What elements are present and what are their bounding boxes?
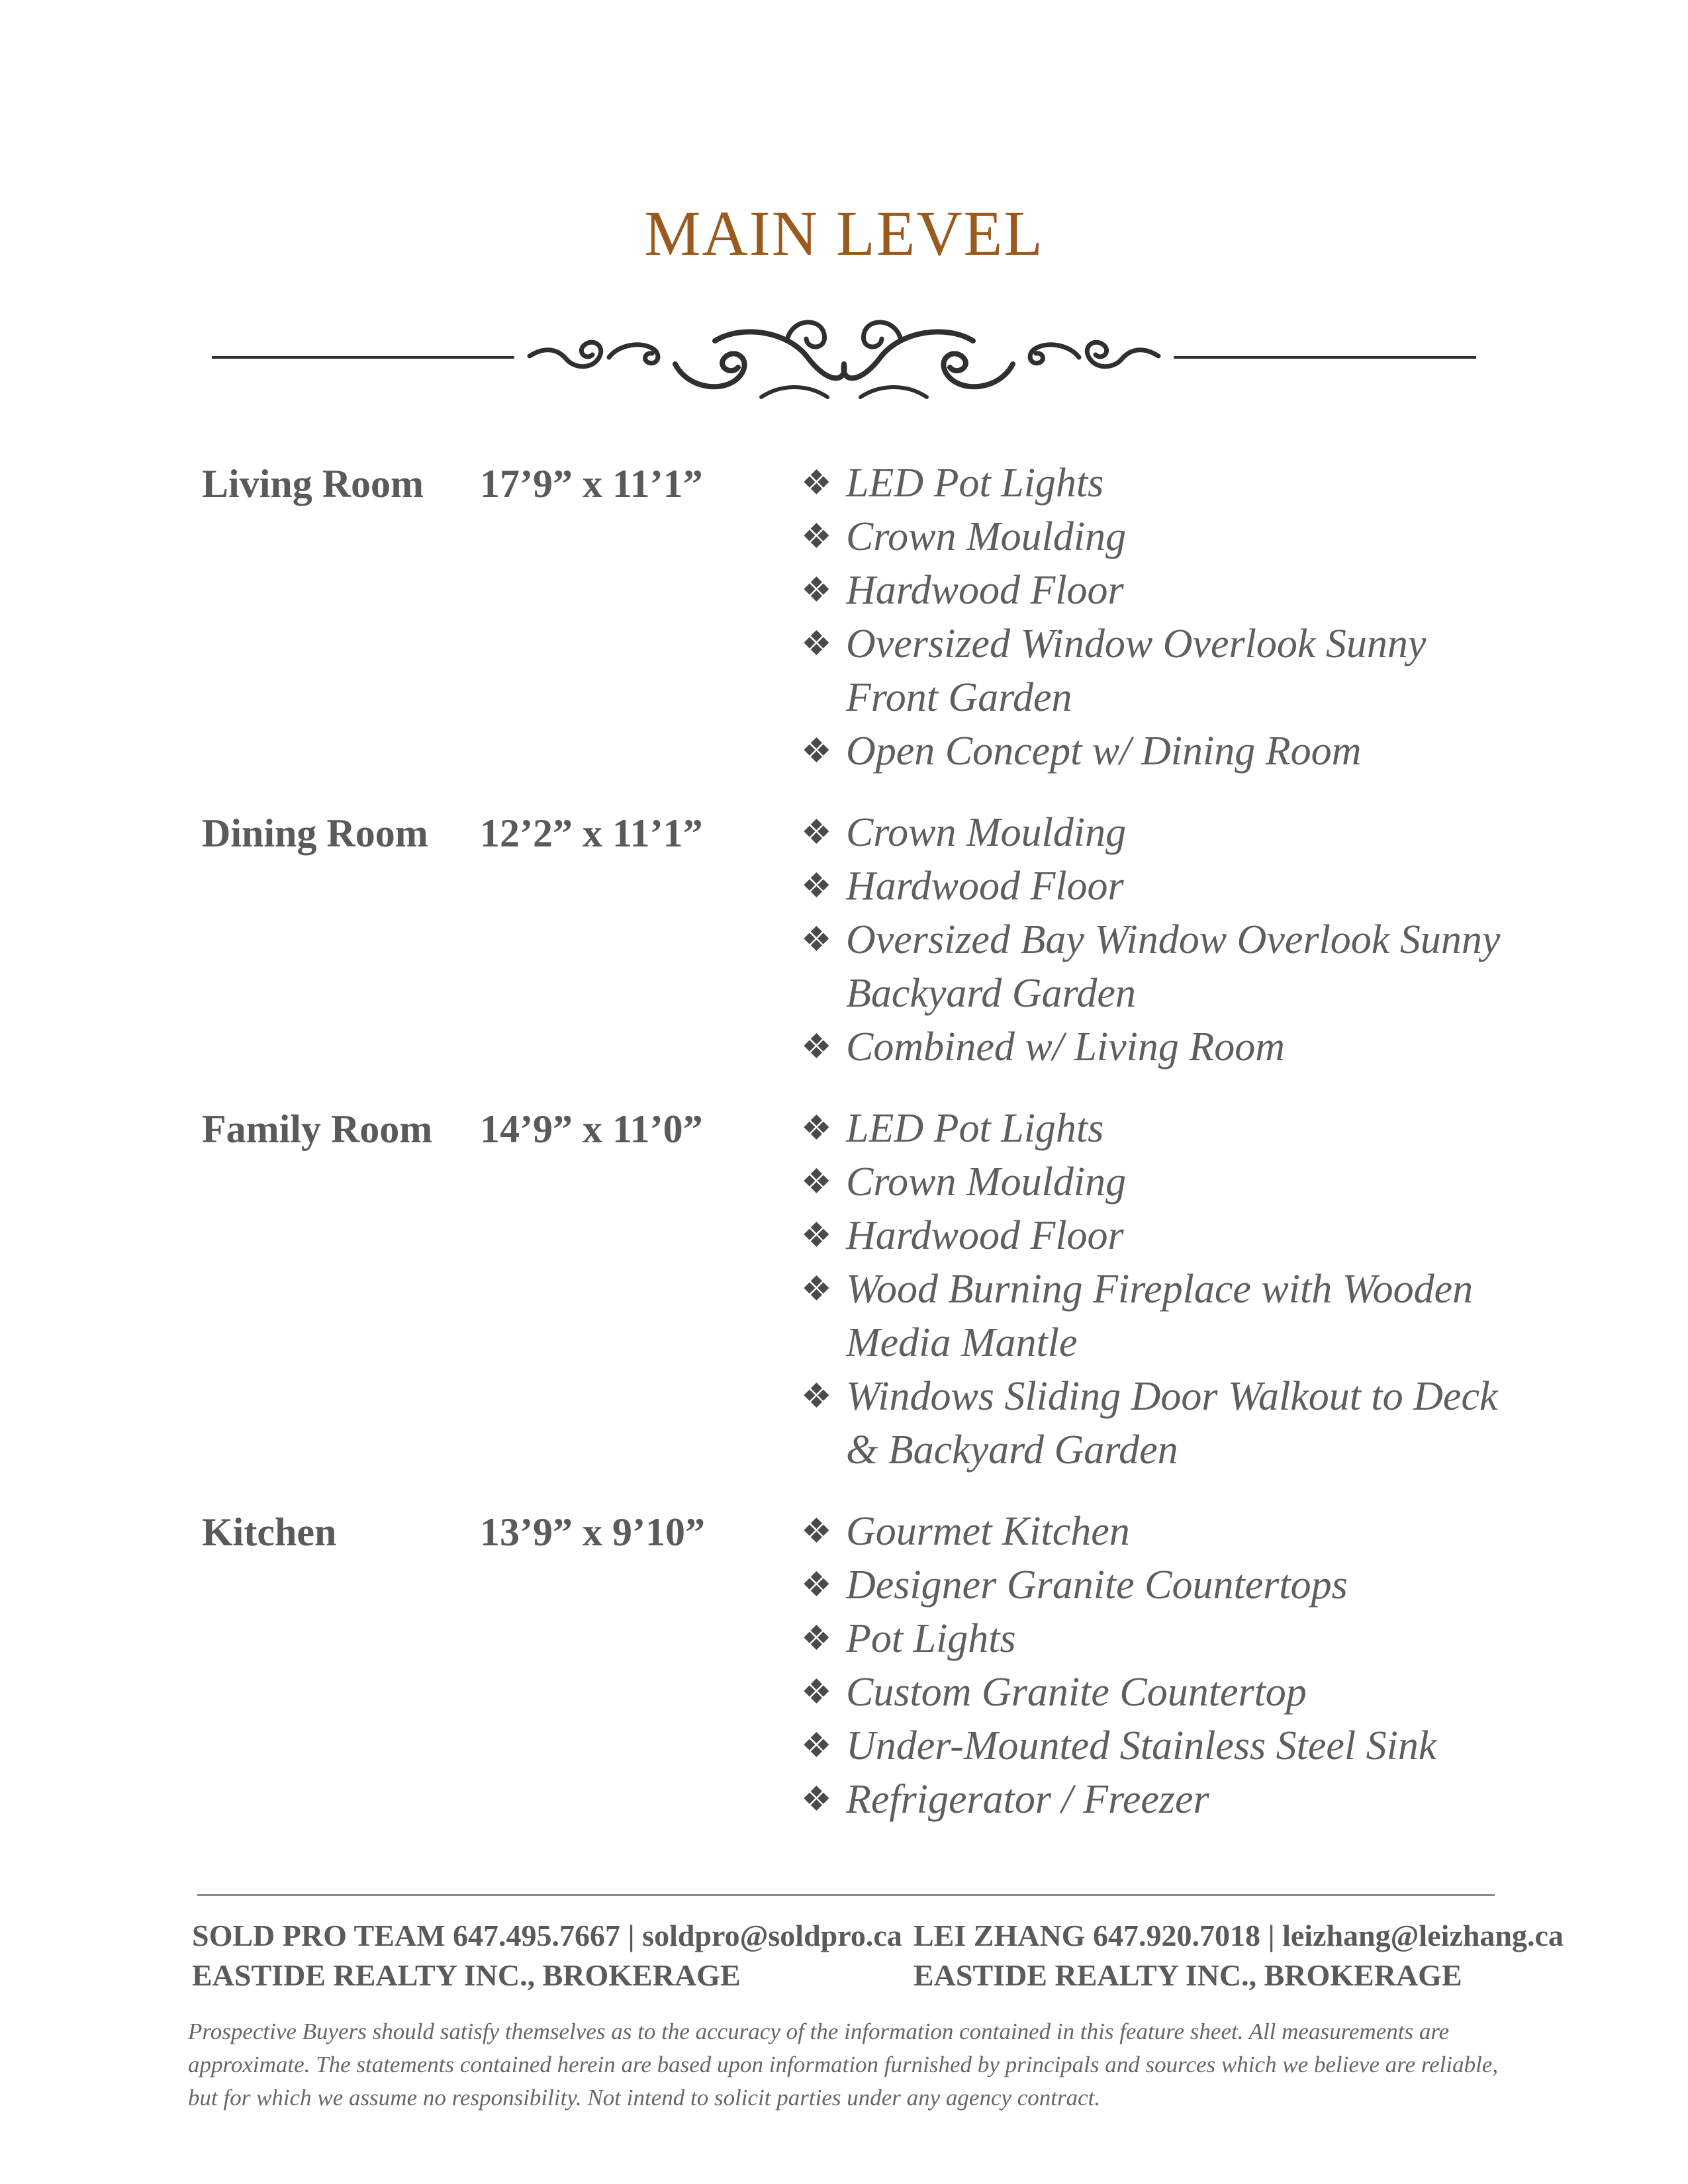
feature-text: Custom Granite Countertop	[846, 1670, 1307, 1715]
diamond-bullet-icon: ❖	[801, 1674, 832, 1711]
disclaimer-text: Prospective Buyers should satisfy themselves as to the accuracy of the information contained in this feature sheet. All measurements are approximate. The statements contained herein are based upon information furnished by principals and sources which we believe are reliable, but for which we assume no responsibility. Not intend to solicit parties under any agency contract.	[188, 2019, 1499, 2111]
feature-item	[801, 860, 1503, 913]
footer-divider	[197, 1894, 1495, 1896]
room-dining-room	[202, 806, 1526, 1074]
feature-item	[801, 617, 1503, 725]
room-name: Family Room	[202, 1107, 433, 1151]
diamond-bullet-icon: ❖	[801, 572, 832, 610]
diamond-bullet-icon: ❖	[801, 1217, 832, 1255]
feature-text: Refrigerator / Freezer	[846, 1777, 1209, 1822]
diamond-bullet-icon: ❖	[801, 1378, 832, 1416]
diamond-bullet-icon: ❖	[801, 1110, 832, 1148]
feature-item	[801, 1505, 1503, 1559]
feature-text: Hardwood Floor	[846, 864, 1124, 909]
feature-text: Crown Moulding	[846, 810, 1127, 855]
room-family-room	[202, 1102, 1526, 1477]
diamond-bullet-icon: ❖	[801, 868, 832, 905]
feature-item	[801, 1209, 1503, 1263]
feature-item	[801, 806, 1503, 860]
feature-item	[801, 510, 1503, 564]
feature-item	[801, 1719, 1503, 1773]
feature-item	[801, 1666, 1503, 1719]
feature-text: Wood Burning Fireplace with Wooden Media Mantle	[846, 1267, 1474, 1365]
page-title: MAIN LEVEL	[644, 198, 1044, 269]
feature-text: Designer Granite Countertops	[846, 1563, 1348, 1608]
brokerage-line: EASTIDE REALTY INC., BROKERAGE	[192, 1958, 741, 1992]
room-list	[202, 457, 1526, 1854]
diamond-bullet-icon: ❖	[801, 733, 832, 770]
room-kitchen	[202, 1505, 1526, 1827]
feature-item	[801, 564, 1503, 617]
diamond-bullet-icon: ❖	[801, 1271, 832, 1308]
feature-item	[801, 1773, 1503, 1827]
feature-text: Hardwood Floor	[846, 1213, 1124, 1258]
feature-text: LED Pot Lights	[846, 461, 1104, 506]
room-dimensions: 17’9” x 11’1”	[480, 462, 703, 506]
feature-item	[801, 1102, 1503, 1156]
feature-item	[801, 913, 1503, 1021]
feature-list	[801, 1505, 1503, 1827]
contact-lei-zhang	[914, 1916, 1564, 1995]
feature-text: Hardwood Floor	[846, 568, 1124, 613]
room-name: Dining Room	[202, 811, 428, 855]
feature-text: Crown Moulding	[846, 514, 1127, 559]
room-name: Kitchen	[202, 1510, 337, 1554]
feature-item	[801, 725, 1503, 778]
diamond-bullet-icon: ❖	[801, 1163, 832, 1201]
diamond-bullet-icon: ❖	[801, 814, 832, 852]
contact-sold-pro-team	[192, 1916, 902, 1995]
diamond-bullet-icon: ❖	[801, 921, 832, 959]
feature-item	[801, 1612, 1503, 1666]
feature-text: Under-Mounted Stainless Steel Sink	[846, 1723, 1437, 1768]
feature-text: Oversized Bay Window Overlook Sunny Backyard Garden	[846, 917, 1501, 1016]
feature-list	[801, 806, 1503, 1074]
diamond-bullet-icon: ❖	[801, 1781, 832, 1819]
contact-line: SOLD PRO TEAM 647.495.7667 | soldpro@soldpro.ca	[192, 1919, 902, 1952]
diamond-bullet-icon: ❖	[801, 518, 832, 556]
room-dimensions: 12’2” x 11’1”	[480, 811, 703, 855]
diamond-bullet-icon: ❖	[801, 1727, 832, 1765]
room-name: Living Room	[202, 462, 424, 506]
diamond-bullet-icon: ❖	[801, 465, 832, 502]
diamond-bullet-icon: ❖	[801, 1028, 832, 1066]
brokerage-line: EASTIDE REALTY INC., BROKERAGE	[914, 1958, 1462, 1992]
feature-item	[801, 1156, 1503, 1209]
diamond-bullet-icon: ❖	[801, 1513, 832, 1551]
feature-item	[801, 1559, 1503, 1612]
diamond-bullet-icon: ❖	[801, 1620, 832, 1658]
feature-text: Oversized Window Overlook Sunny Front Garden	[846, 621, 1427, 720]
feature-text: Open Concept w/ Dining Room	[846, 729, 1362, 774]
feature-item	[801, 1021, 1503, 1074]
diamond-bullet-icon: ❖	[801, 1567, 832, 1604]
feature-text: Crown Moulding	[846, 1160, 1127, 1205]
feature-text: Combined w/ Living Room	[846, 1024, 1286, 1069]
feature-item	[801, 457, 1503, 510]
feature-item	[801, 1263, 1503, 1370]
feature-text: LED Pot Lights	[846, 1106, 1104, 1151]
feature-text: Gourmet Kitchen	[846, 1509, 1130, 1554]
room-dimensions: 14’9” x 11’0”	[480, 1107, 703, 1151]
feature-list	[801, 1102, 1503, 1477]
feature-item	[801, 1370, 1503, 1477]
room-living-room	[202, 457, 1526, 778]
ornamental-divider-icon	[212, 311, 1476, 417]
contact-line: LEI ZHANG 647.920.7018 | leizhang@leizhang.ca	[914, 1919, 1564, 1952]
feature-text: Windows Sliding Door Walkout to Deck & Backyard Garden	[846, 1374, 1498, 1473]
feature-text: Pot Lights	[846, 1616, 1016, 1661]
room-dimensions: 13’9” x 9’10”	[480, 1510, 705, 1554]
diamond-bullet-icon: ❖	[801, 625, 832, 663]
feature-list	[801, 457, 1503, 778]
